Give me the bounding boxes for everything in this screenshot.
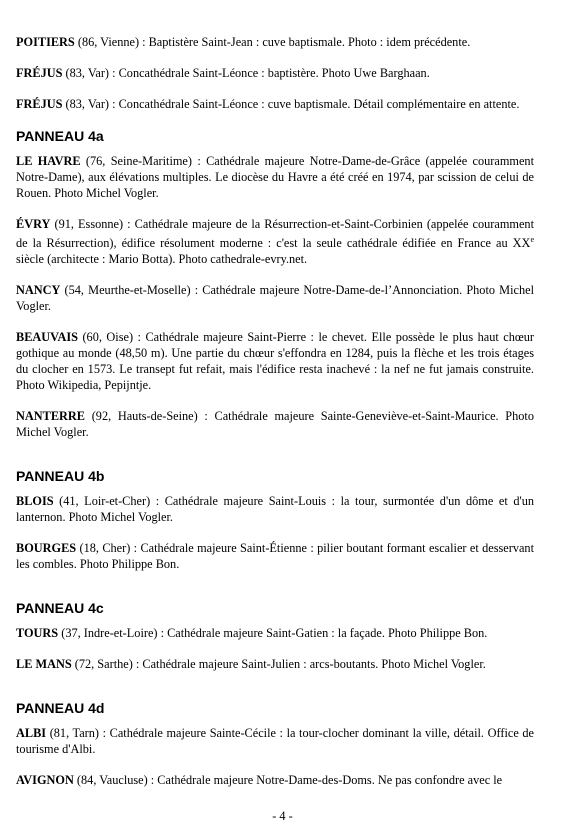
place-name: NANTERRE bbox=[16, 409, 86, 424]
entry-le-mans bbox=[16, 656, 534, 672]
entry-text-continued: siècle (architecte : Mario Botta). Photo cathedrale-evry.net. bbox=[16, 252, 308, 267]
place-name: BLOIS bbox=[16, 494, 54, 509]
entry-text: (54, Meurthe-et-Moselle) : Cathédrale majeure Notre-Dame-de-l’Annonciation. Photo Michel Vogler. bbox=[16, 283, 534, 314]
entry-text: (86, Vienne) : Baptistère Saint-Jean : cuve baptismale. Photo : idem précédente. bbox=[74, 35, 471, 49]
panel-heading-4d: PANNEAU 4d bbox=[16, 700, 105, 717]
entry-blois bbox=[16, 493, 534, 525]
entry-poitiers bbox=[16, 34, 534, 50]
entry-nanterre bbox=[16, 408, 534, 440]
entry-text: (41, Loir-et-Cher) : Cathédrale majeure Saint-Louis : la tour, surmontée d'un dôme et d'un lanternon. Photo Michel Vogler. bbox=[16, 494, 534, 525]
entry-text: (91, Essonne) : Cathédrale majeure de la Résurrection-et-Saint-Corbinien (appelée couramment de la Résurrection), édifice résolument moderne : c'est la seule cathédrale édifiée en France au XX bbox=[16, 217, 534, 251]
entry-bourges bbox=[16, 540, 534, 572]
entry-text: (60, Oise) : Cathédrale majeure Saint-Pierre : le chevet. Elle possède le plus haut chœur gothique au monde (48,50 m). Une partie du chœur s'effondra en 1284, puis la flèche et les trois étages du clocher en 1573. Le transept fut refait, mais l'édifice resta inachevé : la nef ne fut jamais construite. Photo Wikipedia, Pepijntje. bbox=[16, 330, 534, 393]
place-name: NANCY bbox=[16, 283, 61, 298]
entry-nancy bbox=[16, 282, 534, 314]
place-name: TOURS bbox=[16, 626, 59, 641]
section-gap bbox=[16, 455, 534, 467]
entry-beauvais bbox=[16, 329, 534, 393]
entry-frejus-2 bbox=[16, 96, 534, 112]
entry-albi bbox=[16, 725, 534, 757]
section-gap bbox=[16, 587, 534, 599]
entry-avignon bbox=[16, 772, 534, 788]
entry-tours bbox=[16, 625, 534, 641]
place-name: POITIERS bbox=[16, 35, 75, 49]
panel-heading-4c: PANNEAU 4c bbox=[16, 600, 104, 617]
entry-text: (37, Indre-et-Loire) : Cathédrale majeure Saint-Gatien : la façade. Photo Philippe Bon. bbox=[58, 626, 488, 641]
place-name: ALBI bbox=[16, 726, 47, 741]
panel-heading-4a: PANNEAU 4a bbox=[16, 128, 104, 144]
place-name: AVIGNON bbox=[16, 773, 74, 788]
entry-text: (83, Var) : Concathédrale Saint-Léonce : baptistère. Photo Uwe Barghaan. bbox=[62, 66, 430, 80]
entry-text: (72, Sarthe) : Cathédrale majeure Saint-Julien : arcs-boutants. Photo Michel Vogler. bbox=[71, 657, 486, 672]
panel-heading-4b: PANNEAU 4b bbox=[16, 468, 105, 485]
entry-text: (76, Seine-Maritime) : Cathédrale majeure Notre-Dame-de-Grâce (appelée couramment Notre-Dame), aux élévations multiples. Le diocèse du Havre a été créé en 1974, par scission de celui de Rouen. Photo Michel Vogler. bbox=[16, 154, 534, 200]
section-gap bbox=[16, 687, 534, 699]
entry-text: (18, Cher) : Cathédrale majeure Saint-Étienne : pilier boutant formant escalier et desservant les combles. Photo Philippe Bon. bbox=[16, 541, 534, 572]
entry-text: (92, Hauts-de-Seine) : Cathédrale majeure Sainte-Geneviève-et-Saint-Maurice. Photo Michel Vogler. bbox=[16, 409, 534, 440]
entry-frejus-1 bbox=[16, 65, 534, 81]
entry-le-havre bbox=[16, 153, 534, 201]
entry-text: (83, Var) : Concathédrale Saint-Léonce : cuve baptismale. Détail complémentaire en attente. bbox=[62, 97, 520, 111]
entry-evry bbox=[16, 216, 534, 267]
entry-text: (84, Vaucluse) : Cathédrale majeure Notre-Dame-des-Doms. Ne pas confondre avec le bbox=[73, 773, 503, 788]
place-name: LE HAVRE bbox=[16, 154, 81, 168]
page-number: - 4 - bbox=[272, 809, 293, 823]
place-name: ÉVRY bbox=[16, 217, 51, 231]
place-name: LE MANS bbox=[16, 657, 72, 672]
document-page bbox=[16, 34, 534, 803]
place-name: BEAUVAIS bbox=[16, 330, 78, 345]
place-name: FRÉJUS bbox=[16, 66, 63, 80]
place-name: FRÉJUS bbox=[16, 97, 63, 111]
entry-text: (81, Tarn) : Cathédrale majeure Sainte-Cécile : la tour-clocher dominant la ville, détail. Office de tourisme d'Albi. bbox=[16, 726, 534, 757]
superscript: e bbox=[530, 235, 534, 244]
place-name: BOURGES bbox=[16, 541, 77, 556]
